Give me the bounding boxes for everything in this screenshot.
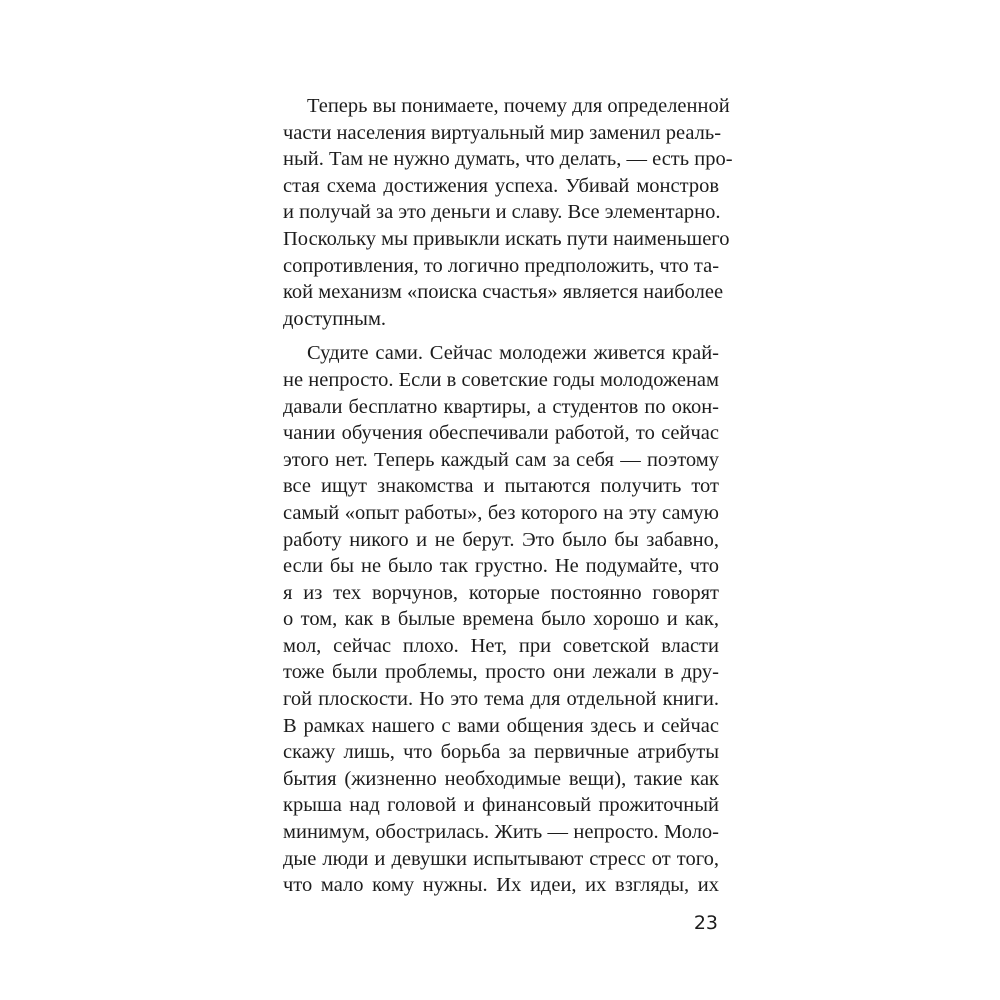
- text-line: В рамках нашего с вами общения здесь и сейчас: [283, 714, 719, 737]
- text-line: что мало кому нужны. Их идеи, их взгляды, их: [283, 874, 719, 897]
- text-line: этого нет. Теперь каждый сам за себя — поэтому: [283, 448, 719, 471]
- text-line: ный. Там не нужно думать, что делать, — есть про-: [283, 148, 733, 171]
- text-line: чании обучения обеспечивали работой, то сейчас: [283, 422, 719, 445]
- text-line: части населения виртуальный мир заменил реаль-: [283, 121, 722, 144]
- text-line: минимум, обострилась. Жить — непросто. Моло-: [283, 821, 719, 844]
- text-line: не непросто. Если в советские годы молодоженам: [283, 368, 719, 391]
- text-line: о том, как в былые времена было хорошо и как,: [283, 608, 719, 631]
- text-line: все ищут знакомства и пытаются получить тот: [283, 475, 719, 498]
- text-line: скажу лишь, что борьба за первичные атрибуты: [283, 741, 719, 764]
- text-line: мол, сейчас плохо. Нет, при советской власти: [283, 634, 719, 657]
- text-line: если бы не было так грустно. Не подумайте, что: [283, 555, 719, 578]
- text-line: дые люди и девушки испытывают стресс от того,: [283, 847, 719, 870]
- text-line: бытия (жизненно необходимые вещи), такие как: [283, 767, 719, 790]
- text-line: я из тех ворчунов, которые постоянно говорят: [283, 581, 719, 604]
- text-line: Теперь вы понимаете, почему для определенной: [307, 95, 730, 117]
- text-line: кой механизм «поиска счастья» является наиболее: [283, 281, 724, 304]
- body-text: [283, 93, 733, 899]
- text-line: и получай за это деньги и славу. Все элементарно.: [283, 201, 721, 224]
- page-number: 23: [693, 912, 718, 934]
- paragraph-gap: [283, 332, 719, 340]
- paragraph-1: [283, 93, 733, 332]
- text-line: крыша над головой и финансовый прожиточный: [283, 794, 719, 817]
- text-line: гой плоскости. Но это тема для отдельной книги.: [283, 688, 719, 711]
- text-line: доступным.: [283, 307, 387, 330]
- text-line: самый «опыт работы», без которого на эту самую: [283, 501, 719, 524]
- text-line: давали бесплатно квартиры, а студентов по окон-: [283, 395, 719, 418]
- text-line: сопротивления, то логично предположить, что та-: [283, 254, 720, 277]
- text-line: Поскольку мы привыкли искать пути наименьшего: [283, 227, 730, 250]
- text-line: стая схема достижения успеха. Убивай монстров: [283, 174, 719, 197]
- text-line: Судите сами. Сейчас молодежи живется край-: [307, 342, 719, 365]
- paragraph-2: [283, 340, 719, 898]
- text-line: тоже были проблемы, просто они лежали в дру-: [283, 661, 719, 684]
- text-line: работу никого и не берут. Это было бы забавно,: [283, 528, 719, 551]
